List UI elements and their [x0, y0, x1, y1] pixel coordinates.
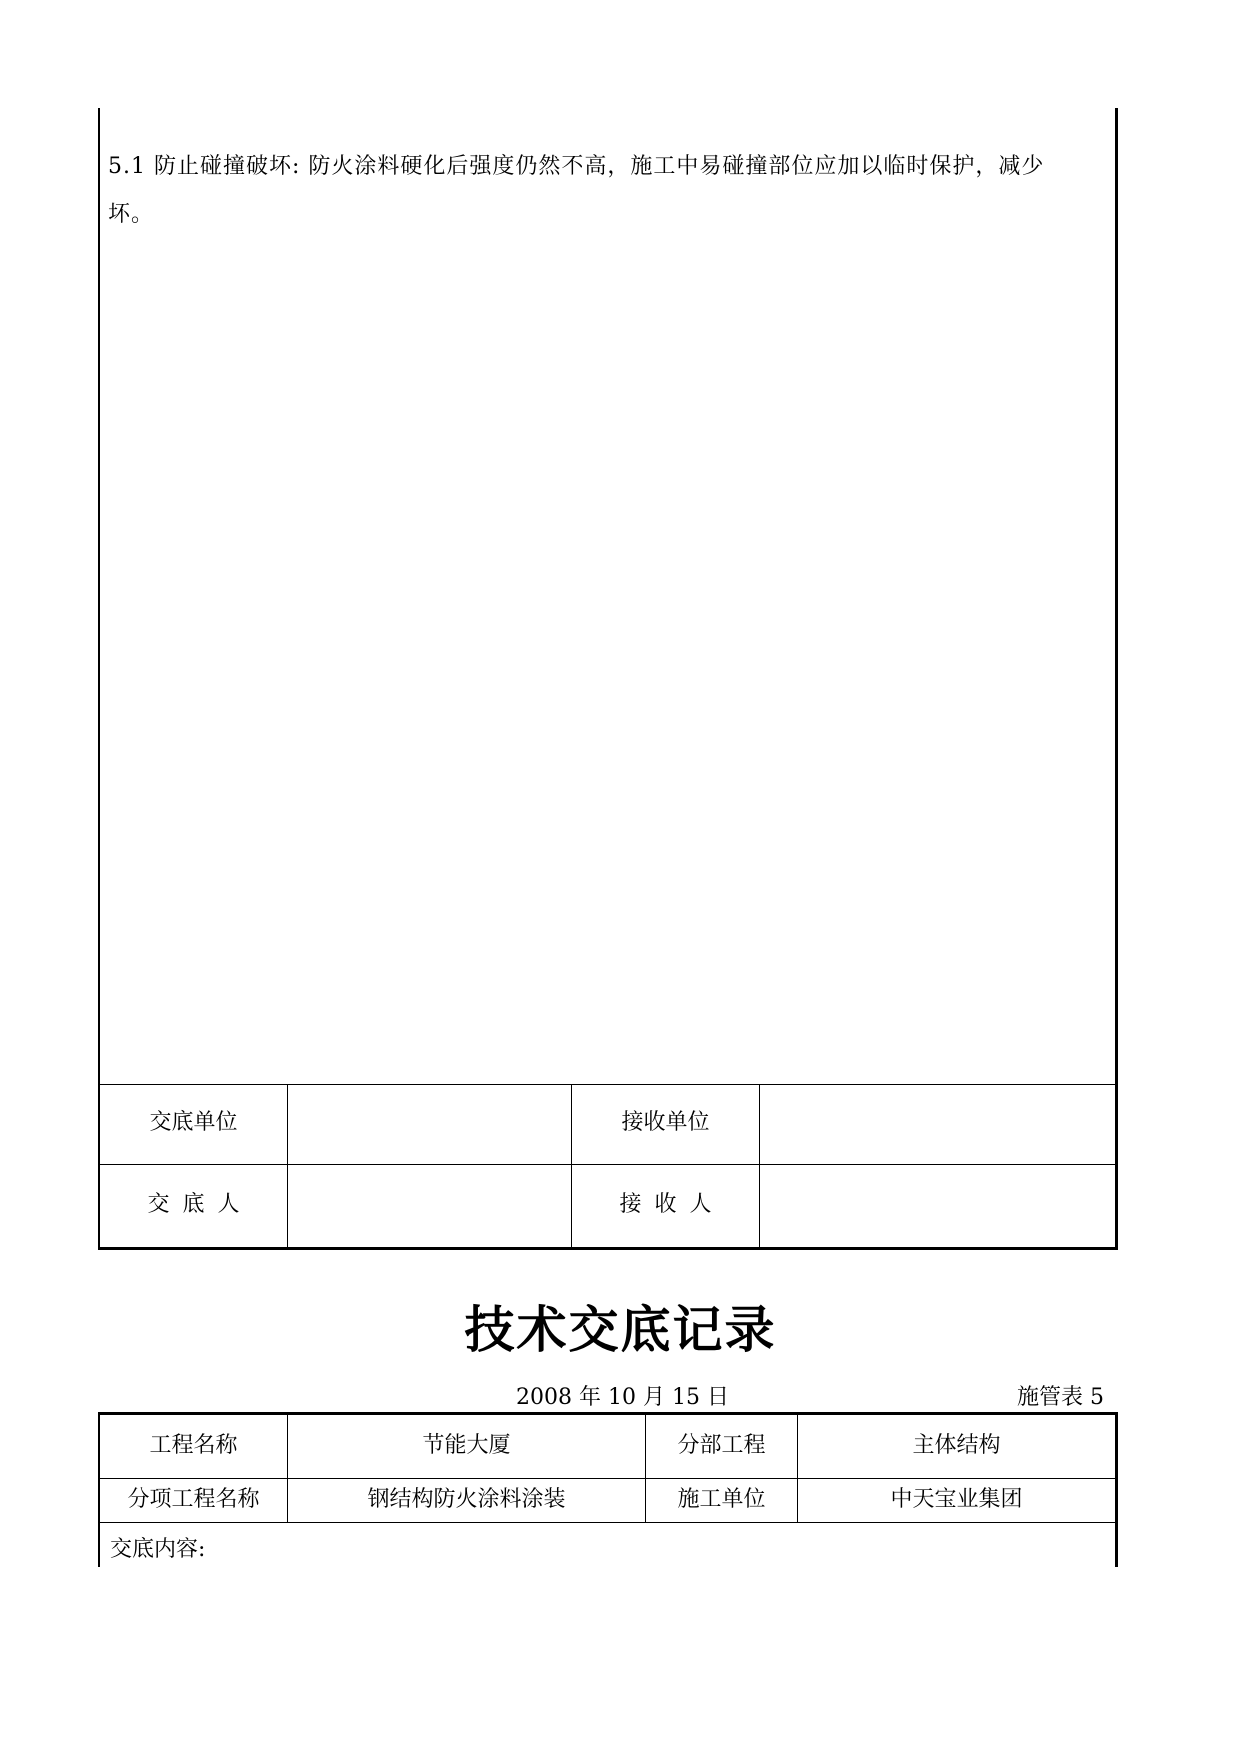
- continuation-line-1: 5.1 防止碰撞破坏: 防火涂料硬化后强度仍然不高，施工中易碰撞部位应加以临时保护，减少: [108, 154, 1045, 179]
- continuation-line-2: 坏。: [108, 202, 155, 227]
- division-value: 主体结构: [912, 1433, 1001, 1458]
- contractor-value: 中天宝业集团: [890, 1487, 1023, 1512]
- subitem-label: 分项工程名称: [127, 1487, 260, 1512]
- project-name-value: 节能大厦: [422, 1433, 511, 1458]
- receiving-unit-label: 接收单位: [621, 1110, 710, 1135]
- handover-person-label: 交 底 人: [147, 1192, 240, 1217]
- record-date: 2008 年 10 月 15 日: [516, 1385, 729, 1410]
- division-label: 分部工程: [677, 1433, 766, 1458]
- handover-unit-label: 交底单位: [149, 1110, 238, 1135]
- continuation-text: [108, 143, 1108, 239]
- content-label: 交底内容:: [110, 1537, 206, 1562]
- receiving-unit-field: [760, 1112, 1115, 1136]
- form-code: 施管表 5: [1017, 1385, 1104, 1410]
- receiver-label: 接 收 人: [619, 1192, 712, 1217]
- project-name-label: 工程名称: [149, 1433, 238, 1458]
- subitem-value: 钢结构防火涂料涂装: [367, 1487, 566, 1512]
- handover-person-field: [288, 1194, 571, 1218]
- handover-unit-field: [288, 1112, 571, 1136]
- record-title: 技术交底记录: [464, 1301, 777, 1359]
- contractor-label: 施工单位: [677, 1487, 766, 1512]
- receiver-field: [760, 1194, 1115, 1218]
